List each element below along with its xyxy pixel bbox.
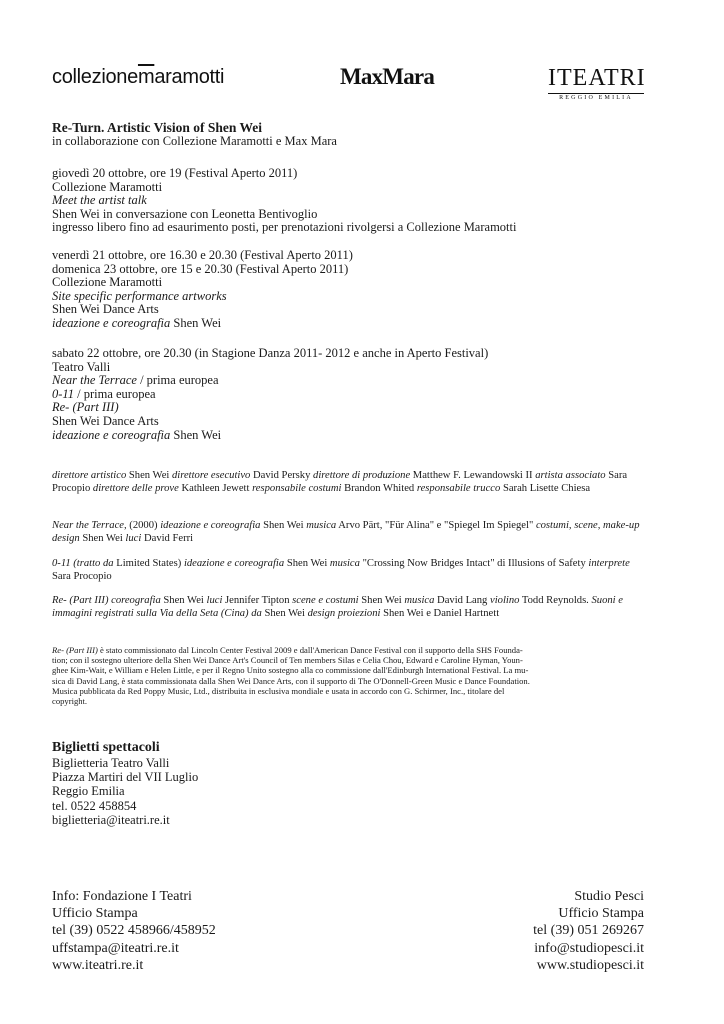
tickets-line: Biglietteria Teatro Valli (52, 756, 170, 770)
credit-value: Shen Wei (170, 315, 222, 330)
credit-role: interprete (588, 558, 630, 569)
credit-role: ideazione e coreografia (183, 558, 285, 569)
credits-company (52, 470, 650, 495)
event-teatro-valli (52, 347, 488, 442)
page-subtitle: in collaborazione con Collezione Maramotti e Max Mara (52, 133, 337, 148)
contact-line: Studio Pesci (574, 889, 644, 904)
iteatri-logo-name: ITEATRI (548, 65, 646, 91)
event-venue: Collezione Maramotti (52, 179, 163, 194)
credit-label: ideazione e coreografia (52, 427, 171, 442)
collezione-maramotti-logo (52, 66, 224, 89)
credit-name: Sarah Lisette Chiesa (500, 482, 591, 494)
work-title: Near the Terrace (52, 373, 137, 388)
credit-role: Re- (Part III) (52, 645, 98, 655)
credit-name: Kathleen Jewett (178, 482, 253, 494)
credit-role: responsabile costumi (252, 482, 342, 494)
event-note: ingresso libero fino ad esaurimento posti, per prenotazioni rivolgersi a Collezione Maramotti (52, 220, 517, 235)
credit-role: design proiezioni (307, 607, 381, 619)
credits-paragraph (52, 520, 650, 545)
credit-role: luci (125, 532, 142, 544)
credits-0-11 (52, 558, 650, 583)
credit-value: Shen Wei (170, 427, 222, 442)
credit-role: direttore delle prove (92, 482, 179, 494)
contact-email: info@studiopesci.it (534, 940, 644, 956)
credits-paragraph (52, 595, 650, 620)
credit-name: Shen Wei (160, 595, 207, 606)
event-date-2: domenica 23 ottobre, ore 15 e 20.30 (Festival Aperto 2011) (52, 261, 349, 276)
logo-text-suffix: aramotti (154, 66, 225, 88)
credit-name: David Persky (250, 470, 314, 481)
credit-role: Near the Terrace, (52, 520, 127, 531)
contact-line: Info: Fondazione I Teatri (52, 889, 192, 904)
contact-phone: tel (39) 0522 458966/458952 (52, 923, 216, 939)
credits-near-the-terrace (52, 520, 650, 545)
credits-paragraph (52, 470, 650, 495)
credit-name: Matthew F. Lewandowski II (410, 470, 536, 481)
credit-role: musica (306, 520, 337, 531)
credit-role: direttore esecutivo (172, 470, 251, 481)
contact-phone: tel (39) 051 269267 (533, 923, 644, 939)
credit-name: è stato commissionato dal Lincoln Center Festival 2009 e dall'American Dance Festival con il supporto della SHS Founda- (97, 645, 523, 655)
logo-text-bar: $\overline{m}$ (137, 66, 155, 88)
credit-role: ideazione e coreografia (160, 520, 261, 531)
note-line: sica di David Lang, è stata commissionata dalla Shen Wei Dance Arts, con il supporto di The O'Donnell-Green Music e Dance Foundation. (52, 675, 530, 686)
credit-name: Todd Reynolds. (519, 595, 592, 606)
tickets-line: Piazza Martiri del VII Luglio (52, 770, 199, 785)
event-date: sabato 22 ottobre, ore 20.30 (in Stagione Danza 2011- 2012 e anche in Aperto Festival) (52, 346, 489, 360)
credit-role: Re- (Part III) coreografia (52, 595, 161, 606)
event-description: Shen Wei in conversazione con Leonetta Bentivoglio (52, 206, 318, 221)
iteatri-logo (548, 66, 644, 101)
note-line: Musica pubblicata da Red Poppy Music, Ltd., distribuita in esclusiva mondiale e usata in accordo con G. Schirmer, Inc., titolare del (52, 685, 505, 696)
event-venue: Teatro Valli (52, 359, 111, 374)
contact-email: uffstampa@iteatri.re.it (52, 940, 179, 956)
credit-role: artista associato (535, 470, 606, 481)
event-work-3: Re- (Part III) (52, 400, 119, 415)
credit-name: Brandon Whited (341, 482, 417, 494)
note-line: ghee Kim-Wait, e William e Helen Little, e per il Regno Unito sostegno alla co commissione dall'Edinburgh International Festival. La mu- (52, 665, 529, 676)
credit-label: ideazione e coreografia (52, 315, 171, 330)
credit-role: Suoni e immagini registrati sulla Via della Seta (Cina) da (52, 595, 623, 619)
iteatri-logo-city: REGGIO EMILIA (548, 93, 644, 101)
tickets-phone: tel. 0522 458854 (52, 798, 137, 813)
work-title: 0-11 (52, 386, 74, 401)
credit-role: direttore artistico (52, 470, 127, 481)
contact-line: Ufficio Stampa (558, 906, 644, 922)
intro-block (52, 121, 337, 148)
credit-name: Sara Procopio (52, 570, 112, 582)
contact-website: www.iteatri.re.it (52, 957, 144, 973)
credit-name: Jennifer Tipton (222, 595, 293, 606)
credit-name: David Ferri (141, 532, 194, 544)
contact-website: www.studiopesci.it (536, 957, 644, 973)
credit-name: "Crossing Now Bridges Intact" di Illusions of Safety (359, 558, 589, 569)
event-talk (52, 167, 516, 235)
credit-name: Arvo Pärt, "Für Alina" e "Spiegel Im Spiegel" (336, 520, 536, 531)
credit-name: Shen Wei (358, 595, 405, 606)
event-company: Shen Wei Dance Arts (52, 413, 159, 428)
event-credit (52, 317, 353, 331)
credit-role: 0-11 (tratto da (52, 558, 114, 569)
event-site-specific (52, 249, 353, 331)
contact-fondazione (52, 888, 216, 974)
maxmara-logo: MaxMara (340, 64, 435, 89)
credit-role: direttore di produzione (313, 470, 411, 481)
credit-role: luci (206, 595, 223, 606)
page-title: Re-Turn. Artistic Vision of Shen Wei (52, 120, 263, 135)
event-name: Meet the artist talk (52, 193, 147, 208)
event-work-2 (52, 388, 488, 402)
credit-role: violino (490, 595, 520, 606)
event-date: giovedì 20 ottobre, ore 19 (Festival Aperto 2011) (52, 166, 298, 180)
credit-name: David Lang (434, 595, 490, 606)
credit-name: (2000) (126, 520, 161, 531)
event-company: Shen Wei Dance Arts (52, 302, 159, 317)
credit-name: Shen Wei (284, 558, 330, 569)
credit-name: Sara Procopio (52, 470, 628, 494)
event-date-1: venerdì 21 ottobre, ore 16.30 e 20.30 (Festival Aperto 2011) (52, 248, 353, 262)
credit-role: musica (329, 558, 360, 569)
credits-paragraph (52, 558, 650, 583)
credit-name: Shen Wei e Daniel Hartnett (380, 607, 500, 619)
event-venue: Collezione Maramotti (52, 275, 163, 290)
credit-name: Shen Wei (79, 532, 126, 544)
work-note: / prima europea (136, 373, 219, 388)
note-line: tion; con il sostegno ulteriore della Shen Wei Dance Art's Council of Ten members Silas e Celia Chou, Edward e Caroline Hyman, Youn- (52, 655, 523, 666)
credit-role: scene e costumi (292, 595, 359, 606)
commission-note (52, 645, 650, 706)
tickets-line: Reggio Emilia (52, 784, 125, 799)
tickets-heading: Biglietti spettacoli (52, 740, 160, 755)
contact-line: Ufficio Stampa (52, 906, 138, 922)
credit-name: Shen Wei (126, 470, 172, 481)
event-work-1 (52, 374, 488, 388)
tickets-block (52, 740, 198, 827)
note-line (52, 645, 650, 655)
note-line: copyright. (52, 696, 88, 707)
credit-role: musica (404, 595, 435, 606)
work-note: / prima europea (74, 386, 156, 401)
credit-role: responsabile trucco (416, 482, 501, 494)
credit-role: costumi, scene, make-up design (52, 520, 640, 544)
logo-text-prefix: collezione (52, 66, 138, 88)
contact-studio-pesci (533, 888, 644, 974)
event-credit (52, 429, 488, 443)
credit-name: Limited States) (113, 558, 184, 569)
event-name: Site specific performance artworks (52, 288, 227, 303)
credits-re-part-iii (52, 595, 650, 620)
credit-name: Shen Wei (261, 607, 308, 619)
credit-name: Shen Wei (260, 520, 307, 531)
tickets-email: biglietteria@iteatri.re.it (52, 812, 170, 827)
